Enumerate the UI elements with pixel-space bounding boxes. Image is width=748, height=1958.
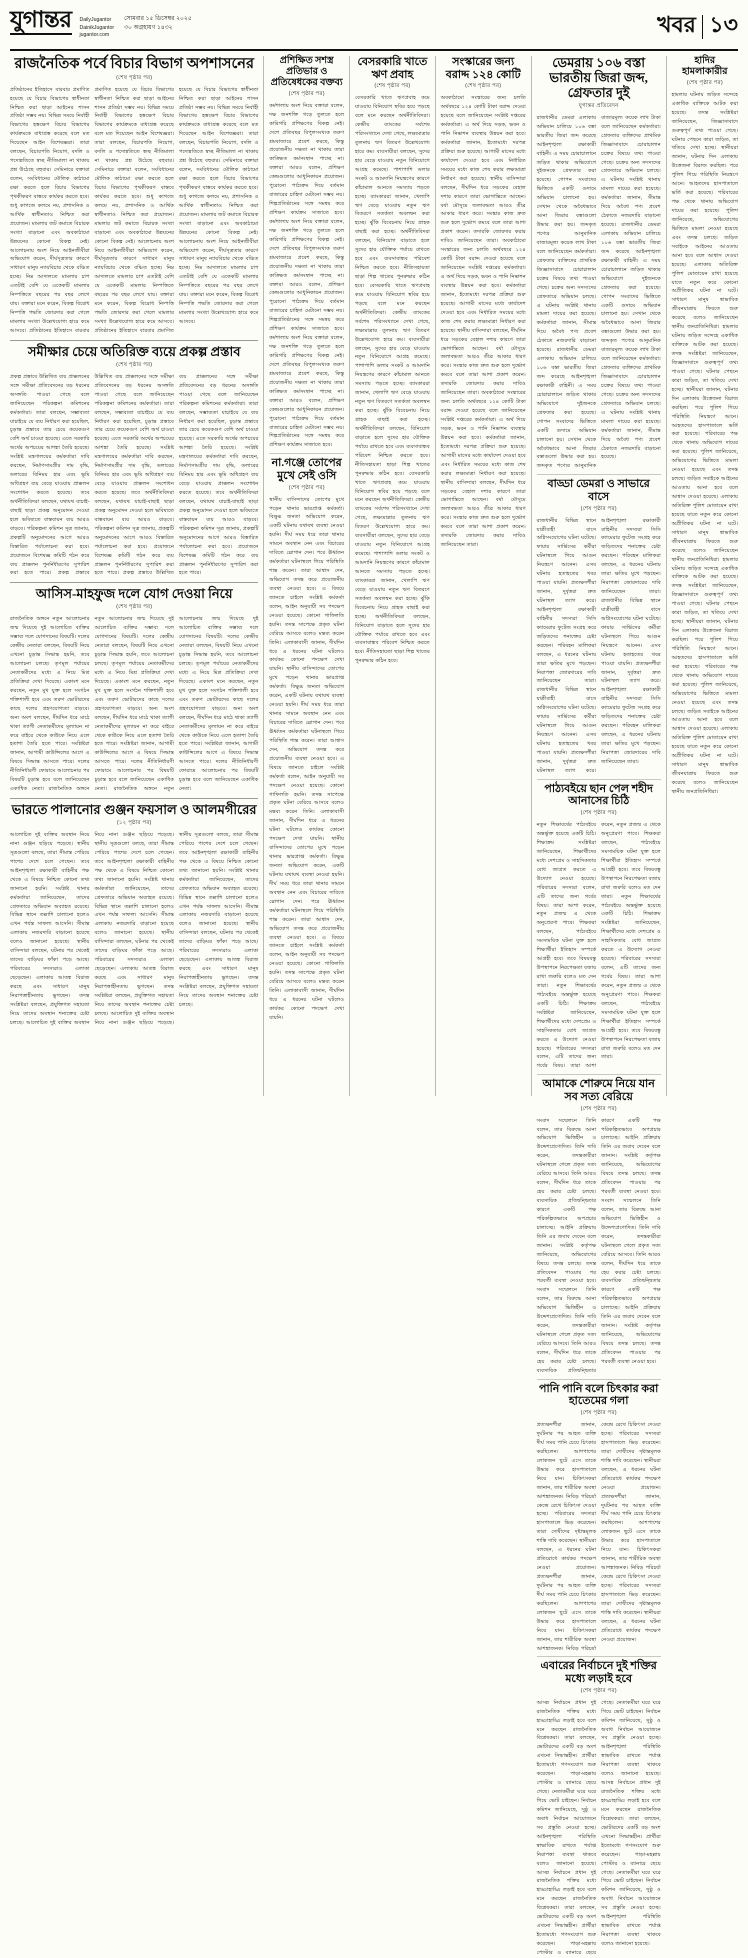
article-byline: যুগান্তর প্রতিবেদন	[578, 102, 619, 109]
logo-underline	[10, 33, 72, 35]
article-headline: আমাকে শোরুমে নিয়ে যান সব সত্য বেরিয়ে	[542, 1078, 655, 1103]
section-title: খবর	[657, 12, 696, 37]
article-a7[interactable]	[441, 56, 526, 550]
article-jump-note: (শেষ পৃষ্ঠার পর)	[374, 83, 411, 90]
article-jump-note: (শেষ পৃষ্ঠার পর)	[116, 74, 153, 81]
section-divider	[537, 1656, 661, 1657]
logo-text: যুগান্তর	[10, 7, 72, 32]
article-a15[interactable]	[672, 56, 738, 797]
newspaper-logo[interactable]	[10, 6, 72, 35]
article-body: প্রতিষ্ঠানের ইতিহাসে বারবার প্রমাণিত হয়েছে যে বিচার বিভাগের স্বাধীনতা নিশ্চিত করা ছাড়া আইনের শাসন প্রতিষ্ঠা সম্ভব নয়। বিভিন্ন সময়ে নির্বাহী বিভাগের হস্তক্ষেপ বিচার বিভাগের কার্যক্রমকে বাধাগ্রস্ত করেছে বলে মত দিয়েছেন আইন বিশেষজ্ঞরা। তারা বলছেন, বিচারপতি নিয়োগ, বদলি ও পদোন্নতিতে স্বচ্ছ নীতিমালা না থাকায় প্রশ্ন উঠেছে বহুবার। সেমিনারে বক্তারা বলেন, সংবিধানের মৌলিক কাঠামো রক্ষা করতে হলে বিচার বিভাগের পৃথকীকরণ বাস্তবে কার্যকর করতে হবে। শুধু কাগজে কলমে নয়, প্রশাসনিক ও আর্থিক স্বাধীনতাও নিশ্চিত করা প্রয়োজন। মামলার জট কমাতে বিচারক সংখ্যা বাড়ানো এবং অবকাঠামো উন্নয়নের কোনো বিকল্প নেই। আলোচনায় অংশ নিয়ে আইনজীবীরা অভিযোগ করেন, দীর্ঘসূত্রতার কারণে সাধারণ মানুষ ন্যায়বিচার থেকে বঞ্চিত হচ্ছে। নিম্ন আদালতে মামলার চাপ এতটাই বেশি যে একেকটি মামলার নিষ্পত্তিতে বছরের পর বছর লেগে যায়। বক্তারা মনে করেন, বিকল্প বিরোধ নিষ্পত্তি পদ্ধতি জোরদার করা গেলে মামলার সংখ্যা উল্লেখযোগ্য হারে কমে আসবে। প্রতিষ্ঠানের ইতিহাসে বারবার প্রমাণিত হয়েছে যে বিচার বিভাগের স্বাধীনতা নিশ্চিত করা ছাড়া আইনের শাসন প্রতিষ্ঠা সম্ভব নয়। বিভিন্ন সময়ে নির্বাহী বিভাগের হস্তক্ষেপ বিচার বিভাগের কার্যক্রমকে বাধাগ্রস্ত করেছে বলে মত দিয়েছেন আইন বিশেষজ্ঞরা। তারা বলছেন, বিচারপতি নিয়োগ, বদলি ও পদোন্নতিতে স্বচ্ছ নীতিমালা না থাকায় প্রশ্ন উঠেছে বহুবার। সেমিনারে বক্তারা বলেন, সংবিধানের মৌলিক কাঠামো রক্ষা করতে হলে বিচার বিভাগের পৃথকীকরণ বাস্তবে কার্যকর করতে হবে। শুধু কাগজে কলমে নয়, প্রশাসনিক ও আর্থিক স্বাধীনতাও নিশ্চিত করা প্রয়োজন। মামলার জট কমাতে বিচারক সংখ্যা বাড়ানো এবং অবকাঠামো উন্নয়নের কোনো বিকল্প নেই। আলোচনায় অংশ নিয়ে আইনজীবীরা অভিযোগ করেন, দীর্ঘসূত্রতার কারণে সাধারণ মানুষ ন্যায়বিচার থেকে বঞ্চিত হচ্ছে। নিম্ন আদালতে মামলার চাপ এতটাই বেশি যে একেকটি মামলার নিষ্পত্তিতে বছরের পর বছর লেগে যায়। বক্তারা মনে করেন, বিকল্প বিরোধ নিষ্পত্তি পদ্ধতি জোরদার করা গেলে মামলার সংখ্যা উল্লেখযোগ্য হারে কমে আসবে। প্রতিষ্ঠানের ইতিহাসে বারবার প্রমাণিত হয়েছে যে বিচার বিভাগের স্বাধীনতা নিশ্চিত করা ছাড়া আইনের শাসন প্রতিষ্ঠা সম্ভব নয়। বিভিন্ন সময়ে নির্বাহী বিভাগের হস্তক্ষেপ বিচার বিভাগের কার্যক্রমকে বাধাগ্রস্ত করেছে বলে মত দিয়েছেন আইন বিশেষজ্ঞরা। তারা বলছেন, বিচারপতি নিয়োগ, বদলি ও পদোন্নতিতে স্বচ্ছ নীতিমালা না থাকায় প্রশ্ন উঠেছে বহুবার। সেমিনারে বক্তারা বলেন, সংবিধানের মৌলিক কাঠামো রক্ষা করতে হলে বিচার বিভাগের পৃথকীকরণ বাস্তবে কার্যকর করতে হবে। শুধু কাগজে কলমে নয়, প্রশাসনিক ও আর্থিক স্বাধীনতাও নিশ্চিত করা প্রয়োজন। মামলার জট কমাতে বিচারক সংখ্যা বাড়ানো এবং অবকাঠামো উন্নয়নের কোনো বিকল্প নেই। আলোচনায় অংশ নিয়ে আইনজীবীরা অভিযোগ করেন, দীর্ঘসূত্রতার কারণে সাধারণ মানুষ ন্যায়বিচার থেকে বঞ্চিত হচ্ছে। নিম্ন আদালতে মামলার চাপ এতটাই বেশি যে একেকটি মামলার নিষ্পত্তিতে বছরের পর বছর লেগে যায়। বক্তারা মনে করেন, বিকল্প বিরোধ নিষ্পত্তি পদ্ধতি জোরদার করা গেলে মামলার সংখ্যা উল্লেখযোগ্য হারে কমে আসবে।	[10, 86, 259, 334]
article-jump-note: (শেষ পৃষ্ঠার পর)	[580, 505, 617, 512]
article-a6[interactable]	[269, 457, 344, 1023]
article-headline: না.গঞ্জে তোপের মুখে সেই ওসি	[271, 457, 342, 482]
article-a11[interactable]	[537, 783, 661, 1072]
column-mid-2	[355, 56, 430, 1096]
article-jump-note: (শেষ পৃষ্ঠার পর)	[580, 1410, 617, 1417]
article-body: নতুন শিক্ষাবর্ষের পাঠ্যবইয়ে অন্তর্ভুক্ত হয়েছে একটি চিঠি। শিক্ষাক্রম সংশ্লিষ্টরা জানিয়েছেন, শিক্ষার্থীদের মধ্যে দেশপ্রেম ও সাহসিকতার বোধ জাগ্রত করতে এ উদ্যোগ নেওয়া হয়েছে। পরিবারের সদস্যরা বলেন, এটি তাদের জন্য গর্বের বিষয়। তারা আশা করেন, নতুন প্রজন্ম এ থেকে অনুপ্রেরণা পাবে। শিক্ষকরা বলছেন, পাঠ্যবইয়ে সমসাময়িক ঘটনা যুক্ত হলে শিক্ষার্থীরা ইতিহাস সম্পর্কে আগ্রহী হবে। তবে বিষয়বস্তু উপস্থাপনে নিরপেক্ষতা বজায় রাখা জরুরি বলেও মত দেন তারা। নতুন শিক্ষাবর্ষের পাঠ্যবইয়ে অন্তর্ভুক্ত হয়েছে একটি চিঠি। শিক্ষাক্রম সংশ্লিষ্টরা জানিয়েছেন, শিক্ষার্থীদের মধ্যে দেশপ্রেম ও সাহসিকতার বোধ জাগ্রত করতে এ উদ্যোগ নেওয়া হয়েছে। পরিবারের সদস্যরা বলেন, এটি তাদের জন্য গর্বের বিষয়। তারা আশা করেন, নতুন প্রজন্ম এ থেকে অনুপ্রেরণা পাবে। শিক্ষকরা বলছেন, পাঠ্যবইয়ে সমসাময়িক ঘটনা যুক্ত হলে শিক্ষার্থীরা ইতিহাস সম্পর্কে আগ্রহী হবে। তবে বিষয়বস্তু উপস্থাপনে নিরপেক্ষতা বজায় রাখা জরুরি বলেও মত দেন তারা। নতুন শিক্ষাবর্ষের পাঠ্যবইয়ে অন্তর্ভুক্ত হয়েছে একটি চিঠি। শিক্ষাক্রম সংশ্লিষ্টরা জানিয়েছেন, শিক্ষার্থীদের মধ্যে দেশপ্রেম ও সাহসিকতার বোধ জাগ্রত করতে এ উদ্যোগ নেওয়া হয়েছে। পরিবারের সদস্যরা বলেন, এটি তাদের জন্য গর্বের বিষয়। তারা আশা করেন, নতুন প্রজন্ম এ থেকে অনুপ্রেরণা পাবে। শিক্ষকরা বলছেন, পাঠ্যবইয়ে সমসাময়িক ঘটনা যুক্ত হলে শিক্ষার্থীরা ইতিহাস সম্পর্কে আগ্রহী হবে। তবে বিষয়বস্তু উপস্থাপনে নিরপেক্ষতা বজায় রাখা জরুরি বলেও মত দেন তারা।	[536, 822, 661, 1070]
article-a12[interactable]	[537, 1078, 661, 1375]
article-headline: সমীক্ষার চেয়ে অতিরিক্ত ব্যয়ে প্রকল্প প্রস্তাব	[27, 343, 241, 359]
page-number: ১৩	[709, 12, 738, 37]
article-a3[interactable]	[10, 587, 258, 794]
date-bengali: ৩০ অগ্রহায়ণ ১৪৩২	[124, 25, 173, 31]
article-headline: পাঠ্যবইয়ে ছান পেল শহীদ আনাসের চিঠি	[544, 782, 653, 808]
article-headline: বেসরকারি খাতে ঋণ প্রবাহ	[357, 56, 428, 81]
article-jump-note: (শেষ পৃষ্ঠার পর)	[465, 83, 502, 90]
column-left	[10, 56, 258, 1096]
article-headline: এবারের নির্বাচনে দুই শক্তির মধ্যে লড়াই হবে	[540, 1660, 657, 1686]
article-headline: আসিস-মাহফুজ দলে যোগ দেওয়া নিয়ে	[35, 586, 233, 602]
article-body: আলোচিত দুই ব্যক্তির অবস্থান নিয়ে নানা গুঞ্জন ছড়িয়ে পড়েছে। স্থানীয় সূত্রগুলো বলছে, তারা সীমান্ত পেরিয়ে পাশের দেশে চলে গেছেন। তবে আইনশৃঙ্খলা রক্ষাকারী বাহিনীর পক্ষ থেকে এ বিষয়ে নিশ্চিত কোনো তথ্য জানানো হয়নি। সংশ্লিষ্ট থানার কর্মকর্তারা জানিয়েছেন, তাদের গ্রেফতারে অভিযান অব্যাহত রয়েছে। বিভিন্ন স্থানে তল্লাশি চালানো হলেও এখন পর্যন্ত সাফল্য আসেনি। সীমান্ত এলাকায় নজরদারি বাড়ানো হয়েছে বলেও জানানো হয়েছে। স্থানীয় বাসিন্দারা বলছেন, ঘটনার পর থেকেই তাদের বাড়িঘর ফাঁকা পড়ে আছে। পরিবারের সদস্যরাও এলাকা ছেড়েছেন। এলাকায় আতঙ্ক বিরাজ করছে এবং সাধারণ মানুষ নিরাপত্তাহীনতায় ভুগছেন। তদন্ত সংশ্লিষ্টরা বলছেন, প্রযুক্তিগত সহায়তা নিয়ে তাদের অবস্থান শনাক্তের চেষ্টা চলছে। আলোচিত দুই ব্যক্তির অবস্থান নিয়ে নানা গুঞ্জন ছড়িয়ে পড়েছে। স্থানীয় সূত্রগুলো বলছে, তারা সীমান্ত পেরিয়ে পাশের দেশে চলে গেছেন। তবে আইনশৃঙ্খলা রক্ষাকারী বাহিনীর পক্ষ থেকে এ বিষয়ে নিশ্চিত কোনো তথ্য জানানো হয়নি। সংশ্লিষ্ট থানার কর্মকর্তারা জানিয়েছেন, তাদের গ্রেফতারে অভিযান অব্যাহত রয়েছে। বিভিন্ন স্থানে তল্লাশি চালানো হলেও এখন পর্যন্ত সাফল্য আসেনি। সীমান্ত এলাকায় নজরদারি বাড়ানো হয়েছে বলেও জানানো হয়েছে। স্থানীয় বাসিন্দারা বলছেন, ঘটনার পর থেকেই তাদের বাড়িঘর ফাঁকা পড়ে আছে। পরিবারের সদস্যরাও এলাকা ছেড়েছেন। এলাকায় আতঙ্ক বিরাজ করছে এবং সাধারণ মানুষ নিরাপত্তাহীনতায় ভুগছেন। তদন্ত সংশ্লিষ্টরা বলছেন, প্রযুক্তিগত সহায়তা নিয়ে তাদের অবস্থান শনাক্তের চেষ্টা চলছে। আলোচিত দুই ব্যক্তির অবস্থান নিয়ে নানা গুঞ্জন ছড়িয়ে পড়েছে। স্থানীয় সূত্রগুলো বলছে, তারা সীমান্ত পেরিয়ে পাশের দেশে চলে গেছেন। তবে আইনশৃঙ্খলা রক্ষাকারী বাহিনীর পক্ষ থেকে এ বিষয়ে নিশ্চিত কোনো তথ্য জানানো হয়নি। সংশ্লিষ্ট থানার কর্মকর্তারা জানিয়েছেন, তাদের গ্রেফতারে অভিযান অব্যাহত রয়েছে। বিভিন্ন স্থানে তল্লাশি চালানো হলেও এখন পর্যন্ত সাফল্য আসেনি। সীমান্ত এলাকায় নজরদারি বাড়ানো হয়েছে বলেও জানানো হয়েছে। স্থানীয় বাসিন্দারা বলছেন, ঘটনার পর থেকেই তাদের বাড়িঘর ফাঁকা পড়ে আছে। পরিবারের সদস্যরাও এলাকা ছেড়েছেন। এলাকায় আতঙ্ক বিরাজ করছে এবং সাধারণ মানুষ নিরাপত্তাহীনতায় ভুগছেন। তদন্ত সংশ্লিষ্টরা বলছেন, প্রযুক্তিগত সহায়তা নিয়ে তাদের অবস্থান শনাক্তের চেষ্টা চলছে।	[10, 832, 259, 1026]
masthead-right	[657, 6, 738, 45]
article-body: প্রকল্প প্রস্তাবে উল্লিখিত ব্যয় প্রাক্কলনের সঙ্গে সমীক্ষা প্রতিবেদনের বড় ধরনের অসঙ্গতি পাওয়া গেছে বলে জানিয়েছেন পরিকল্পনা কমিশনের কর্মকর্তারা। তারা বলছেন, সম্ভাব্যতা যাচাইয়ে যে ব্যয় নির্ধারণ করা হয়েছিল, চূড়ান্ত প্রস্তাবে তার চেয়ে কয়েকগুণ বেশি অর্থ চাওয়া হয়েছে। এতে সরকারি অর্থের অপচয়ের আশঙ্কা তৈরি হয়েছে। সংশ্লিষ্ট মন্ত্রণালয়ের কর্মকর্তারা দাবি করছেন, নির্মাণসামগ্রীর দাম বৃদ্ধি, ডলারের বিনিময় হার এবং ভূমি অধিগ্রহণ ব্যয় বেড়ে যাওয়ায় প্রাক্কলন সংশোধন করতে হয়েছে। তবে অর্থনীতিবিদরা বলছেন, যথাযথ যাচাই-বাছাই ছাড়া প্রকল্প অনুমোদন দেওয়া হলে ভবিষ্যতে বাস্তবায়ন ব্যয় আরও বাড়বে। পরিকল্পনা কমিশন সূত্র জানায়, প্রকল্পটি অনুমোদনের আগে আরও বিস্তারিত পর্যালোচনা করা হবে। প্রয়োজনে বিশেষজ্ঞ কমিটি গঠন করে ব্যয় প্রাক্কলন পুনর্নির্ধারণের সুপারিশ করা হতে পারে। প্রকল্প প্রস্তাবে উল্লিখিত ব্যয় প্রাক্কলনের সঙ্গে সমীক্ষা প্রতিবেদনের বড় ধরনের অসঙ্গতি পাওয়া গেছে বলে জানিয়েছেন পরিকল্পনা কমিশনের কর্মকর্তারা। তারা বলছেন, সম্ভাব্যতা যাচাইয়ে যে ব্যয় নির্ধারণ করা হয়েছিল, চূড়ান্ত প্রস্তাবে তার চেয়ে কয়েকগুণ বেশি অর্থ চাওয়া হয়েছে। এতে সরকারি অর্থের অপচয়ের আশঙ্কা তৈরি হয়েছে। সংশ্লিষ্ট মন্ত্রণালয়ের কর্মকর্তারা দাবি করছেন, নির্মাণসামগ্রীর দাম বৃদ্ধি, ডলারের বিনিময় হার এবং ভূমি অধিগ্রহণ ব্যয় বেড়ে যাওয়ায় প্রাক্কলন সংশোধন করতে হয়েছে। তবে অর্থনীতিবিদরা বলছেন, যথাযথ যাচাই-বাছাই ছাড়া প্রকল্প অনুমোদন দেওয়া হলে ভবিষ্যতে বাস্তবায়ন ব্যয় আরও বাড়বে। পরিকল্পনা কমিশন সূত্র জানায়, প্রকল্পটি অনুমোদনের আগে আরও বিস্তারিত পর্যালোচনা করা হবে। প্রয়োজনে বিশেষজ্ঞ কমিটি গঠন করে ব্যয় প্রাক্কলন পুনর্নির্ধারণের সুপারিশ করা হতে পারে। প্রকল্প প্রস্তাবে উল্লিখিত ব্যয় প্রাক্কলনের সঙ্গে সমীক্ষা প্রতিবেদনের বড় ধরনের অসঙ্গতি পাওয়া গেছে বলে জানিয়েছেন পরিকল্পনা কমিশনের কর্মকর্তারা। তারা বলছেন, সম্ভাব্যতা যাচাইয়ে যে ব্যয় নির্ধারণ করা হয়েছিল, চূড়ান্ত প্রস্তাবে তার চেয়ে কয়েকগুণ বেশি অর্থ চাওয়া হয়েছে। এতে সরকারি অর্থের অপচয়ের আশঙ্কা তৈরি হয়েছে। সংশ্লিষ্ট মন্ত্রণালয়ের কর্মকর্তারা দাবি করছেন, নির্মাণসামগ্রীর দাম বৃদ্ধি, ডলারের বিনিময় হার এবং ভূমি অধিগ্রহণ ব্যয় বেড়ে যাওয়ায় প্রাক্কলন সংশোধন করতে হয়েছে। তবে অর্থনীতিবিদরা বলছেন, যথাযথ যাচাই-বাছাই ছাড়া প্রকল্প অনুমোদন দেওয়া হলে ভবিষ্যতে বাস্তবায়ন ব্যয় আরও বাড়বে। পরিকল্পনা কমিশন সূত্র জানায়, প্রকল্পটি অনুমোদনের আগে আরও বিস্তারিত পর্যালোচনা করা হবে। প্রয়োজনে বিশেষজ্ঞ কমিটি গঠন করে ব্যয় প্রাক্কলন পুনর্নির্ধারণের সুপারিশ করা হতে পারে।	[10, 373, 259, 577]
column-far-right	[672, 56, 738, 1096]
section-divider	[10, 582, 258, 583]
article-body: রাজধানীর বিভিন্ন স্থানে যাত্রীবাহী বাসে অগ্নিসংযোগের ঘটনা ঘটেছে। ফায়ার সার্ভিসের কর্মীরা ঘটনাস্থলে গিয়ে আগুন নিয়ন্ত্রণে আনেন। এসব ঘটনায় হতাহতের খবর পাওয়া যায়নি। প্রত্যক্ষদর্শীরা জানান, দুর্বৃত্তরা দ্রুত ঘটনাস্থল ত্যাগ করে। আইনশৃঙ্খলা রক্ষাকারী বাহিনীর সদস্যরা সিসি ক্যামেরার ফুটেজ সংগ্রহ করে জড়িতদের শনাক্তের চেষ্টা করছেন। পরিবহন মালিকরা বলছেন, এ ধরনের ঘটনায় তারা ক্ষতির মুখে পড়ছেন। নিরাপত্তা জোরদারের দাবি জানিয়েছেন তারা। রাজধানীর বিভিন্ন স্থানে যাত্রীবাহী বাসে অগ্নিসংযোগের ঘটনা ঘটেছে। ফায়ার সার্ভিসের কর্মীরা ঘটনাস্থলে গিয়ে আগুন নিয়ন্ত্রণে আনেন। এসব ঘটনায় হতাহতের খবর পাওয়া যায়নি। প্রত্যক্ষদর্শীরা জানান, দুর্বৃত্তরা দ্রুত ঘটনাস্থল ত্যাগ করে। আইনশৃঙ্খলা রক্ষাকারী বাহিনীর সদস্যরা সিসি ক্যামেরার ফুটেজ সংগ্রহ করে জড়িতদের শনাক্তের চেষ্টা করছেন। পরিবহন মালিকরা বলছেন, এ ধরনের ঘটনায় তারা ক্ষতির মুখে পড়ছেন। নিরাপত্তা জোরদারের দাবি জানিয়েছেন তারা। রাজধানীর বিভিন্ন স্থানে যাত্রীবাহী বাসে অগ্নিসংযোগের ঘটনা ঘটেছে। ফায়ার সার্ভিসের কর্মীরা ঘটনাস্থলে গিয়ে আগুন নিয়ন্ত্রণে আনেন। এসব ঘটনায় হতাহতের খবর পাওয়া যায়নি। প্রত্যক্ষদর্শীরা জানান, দুর্বৃত্তরা দ্রুত ঘটনাস্থল ত্যাগ করে। আইনশৃঙ্খলা রক্ষাকারী বাহিনীর সদস্যরা সিসি ক্যামেরার ফুটেজ সংগ্রহ করে জড়িতদের শনাক্তের চেষ্টা করছেন। পরিবহন মালিকরা বলছেন, এ ধরনের ঘটনায় তারা ক্ষতির মুখে পড়ছেন। নিরাপত্তা জোরদারের দাবি জানিয়েছেন তারা।	[536, 517, 661, 774]
article-headline: ভারতে পালানোর গুঞ্জন ফয়সাল ও আলমগীরের	[11, 802, 257, 818]
article-jump-note: (শেষ পৃষ্ঠার পর)	[288, 90, 325, 97]
article-body: স্থানীয় বাসিন্দাদের তোপের মুখে পড়েন থানার ভারপ্রাপ্ত কর্মকর্তা। বিক্ষুব্ধ জনতা অভিযোগ করেন, একটি ঘটনায় যথাযথ ব্যবস্থা নেওয়া হয়নি। দীর্ঘ সময় ধরে তারা থানার সামনে অবস্থান নেন এবং বিচারের দাবিতে স্লোগান দেন। পরে ঊর্ধ্বতন কর্মকর্তারা ঘটনাস্থলে গিয়ে পরিস্থিতি শান্ত করেন। তারা আশ্বাস দেন, অভিযোগ তদন্ত করে প্রয়োজনীয় ব্যবস্থা নেওয়া হবে। এ বিষয়ে জানতে চাইলে সংশ্লিষ্ট কর্মকর্তা বলেন, আইন অনুযায়ী সব পদক্ষেপ নেওয়া হয়েছে। কোনো গাফিলতি হয়নি। তদন্ত সাপেক্ষে প্রকৃত ঘটনা বেরিয়ে আসবে বলেও মন্তব্য করেন তিনি। এলাকাবাসী জানান, দীর্ঘদিন ধরে এ ধরনের ঘটনা ঘটলেও কার্যকর কোনো পদক্ষেপ দেখা যায়নি। স্থানীয় বাসিন্দাদের তোপের মুখে পড়েন থানার ভারপ্রাপ্ত কর্মকর্তা। বিক্ষুব্ধ জনতা অভিযোগ করেন, একটি ঘটনায় যথাযথ ব্যবস্থা নেওয়া হয়নি। দীর্ঘ সময় ধরে তারা থানার সামনে অবস্থান নেন এবং বিচারের দাবিতে স্লোগান দেন। পরে ঊর্ধ্বতন কর্মকর্তারা ঘটনাস্থলে গিয়ে পরিস্থিতি শান্ত করেন। তারা আশ্বাস দেন, অভিযোগ তদন্ত করে প্রয়োজনীয় ব্যবস্থা নেওয়া হবে। এ বিষয়ে জানতে চাইলে সংশ্লিষ্ট কর্মকর্তা বলেন, আইন অনুযায়ী সব পদক্ষেপ নেওয়া হয়েছে। কোনো গাফিলতি হয়নি। তদন্ত সাপেক্ষে প্রকৃত ঘটনা বেরিয়ে আসবে বলেও মন্তব্য করেন তিনি। এলাকাবাসী জানান, দীর্ঘদিন ধরে এ ধরনের ঘটনা ঘটলেও কার্যকর কোনো পদক্ষেপ দেখা যায়নি। স্থানীয় বাসিন্দাদের তোপের মুখে পড়েন থানার ভারপ্রাপ্ত কর্মকর্তা। বিক্ষুব্ধ জনতা অভিযোগ করেন, একটি ঘটনায় যথাযথ ব্যবস্থা নেওয়া হয়নি। দীর্ঘ সময় ধরে তারা থানার সামনে অবস্থান নেন এবং বিচারের দাবিতে স্লোগান দেন। পরে ঊর্ধ্বতন কর্মকর্তারা ঘটনাস্থলে গিয়ে পরিস্থিতি শান্ত করেন। তারা আশ্বাস দেন, অভিযোগ তদন্ত করে প্রয়োজনীয় ব্যবস্থা নেওয়া হবে। এ বিষয়ে জানতে চাইলে সংশ্লিষ্ট কর্মকর্তা বলেন, আইন অনুযায়ী সব পদক্ষেপ নেওয়া হয়েছে। কোনো গাফিলতি হয়নি। তদন্ত সাপেক্ষে প্রকৃত ঘটনা বেরিয়ে আসবে বলেও মন্তব্য করেন তিনি। এলাকাবাসী জানান, দীর্ঘদিন ধরে এ ধরনের ঘটনা ঘটলেও কার্যকর কোনো পদক্ষেপ দেখা যায়নি।	[269, 496, 345, 1021]
article-headline: পানি পানি বলে চিৎকার করা হাতেমের গলা	[539, 1382, 659, 1408]
column-mid-3	[441, 56, 526, 1096]
article-body: বেসরকারি খাতে ঋণপ্রবাহ কমে যাওয়ায় বিনিয়োগ স্থবির হয়ে পড়ছে বলে মনে করছেন অর্থনীতিবিদরা। কেন্দ্রীয় ব্যাংকের সর্বশেষ পরিসংখ্যানে দেখা গেছে, লক্ষ্যমাত্রার তুলনায় ঋণ বিতরণ উল্লেখযোগ্য হারে কম। ব্যবসায়ীরা বলছেন, সুদের হার বেড়ে যাওয়ায় নতুন বিনিয়োগে আগ্রহ কমেছে। পাশাপাশি ডলার সংকট ও আমদানি নিয়ন্ত্রণের কারণে কাঁচামাল আনতে সমস্যায় পড়তে হচ্ছে। ব্যাংকাররা জানান, খেলাপি ঋণ বেড়ে যাওয়ায় নতুন ঋণ বিতরণে সতর্কতা অবলম্বন করা হচ্ছে। ঝুঁকি বিবেচনায় নিয়ে গ্রাহক বাছাই করা হচ্ছে। অর্থনীতিবিদরা বলছেন, বিনিয়োগ বাড়াতে হলে সুদের হার যৌক্তিক পর্যায়ে রাখতে হবে এবং ব্যবসাবান্ধব পরিবেশ নিশ্চিত করতে হবে। নীতিসহায়তা ছাড়া শিল্প খাতের পুনরুদ্ধার কঠিন হবে। বেসরকারি খাতে ঋণপ্রবাহ কমে যাওয়ায় বিনিয়োগ স্থবির হয়ে পড়ছে বলে মনে করছেন অর্থনীতিবিদরা। কেন্দ্রীয় ব্যাংকের সর্বশেষ পরিসংখ্যানে দেখা গেছে, লক্ষ্যমাত্রার তুলনায় ঋণ বিতরণ উল্লেখযোগ্য হারে কম। ব্যবসায়ীরা বলছেন, সুদের হার বেড়ে যাওয়ায় নতুন বিনিয়োগে আগ্রহ কমেছে। পাশাপাশি ডলার সংকট ও আমদানি নিয়ন্ত্রণের কারণে কাঁচামাল আনতে সমস্যায় পড়তে হচ্ছে। ব্যাংকাররা জানান, খেলাপি ঋণ বেড়ে যাওয়ায় নতুন ঋণ বিতরণে সতর্কতা অবলম্বন করা হচ্ছে। ঝুঁকি বিবেচনায় নিয়ে গ্রাহক বাছাই করা হচ্ছে। অর্থনীতিবিদরা বলছেন, বিনিয়োগ বাড়াতে হলে সুদের হার যৌক্তিক পর্যায়ে রাখতে হবে এবং ব্যবসাবান্ধব পরিবেশ নিশ্চিত করতে হবে। নীতিসহায়তা ছাড়া শিল্প খাতের পুনরুদ্ধার কঠিন হবে। বেসরকারি খাতে ঋণপ্রবাহ কমে যাওয়ায় বিনিয়োগ স্থবির হয়ে পড়ছে বলে মনে করছেন অর্থনীতিবিদরা। কেন্দ্রীয় ব্যাংকের সর্বশেষ পরিসংখ্যানে দেখা গেছে, লক্ষ্যমাত্রার তুলনায় ঋণ বিতরণ উল্লেখযোগ্য হারে কম। ব্যবসায়ীরা বলছেন, সুদের হার বেড়ে যাওয়ায় নতুন বিনিয়োগে আগ্রহ কমেছে। পাশাপাশি ডলার সংকট ও আমদানি নিয়ন্ত্রণের কারণে কাঁচামাল আনতে সমস্যায় পড়তে হচ্ছে। ব্যাংকাররা জানান, খেলাপি ঋণ বেড়ে যাওয়ায় নতুন ঋণ বিতরণে সতর্কতা অবলম্বন করা হচ্ছে। ঝুঁকি বিবেচনায় নিয়ে গ্রাহক বাছাই করা হচ্ছে। অর্থনীতিবিদরা বলছেন, বিনিয়োগ বাড়াতে হলে সুদের হার যৌক্তিক পর্যায়ে রাখতে হবে এবং ব্যবসাবান্ধব পরিবেশ নিশ্চিত করতে হবে। নীতিসহায়তা ছাড়া শিল্প খাতের পুনরুদ্ধার কঠিন হবে।	[354, 95, 430, 665]
column-rule	[531, 56, 532, 1096]
article-headline: হাদির হামলাকারীর	[682, 56, 728, 77]
column-mid-1	[269, 56, 344, 1096]
masthead	[10, 6, 738, 51]
section-divider	[10, 798, 258, 799]
column-right-main	[536, 55, 661, 1956]
masthead-left	[10, 6, 114, 40]
column-rule	[435, 56, 436, 1096]
section-divider	[537, 1074, 661, 1075]
article-jump-note: (শেষ পৃষ্ঠার পর)	[686, 79, 723, 86]
article-a13[interactable]	[537, 1383, 661, 1654]
column-rule	[349, 56, 350, 1096]
website-link[interactable]: jugantor.com	[79, 32, 110, 39]
article-jump-note: (১২ পৃষ্ঠার পর)	[116, 820, 152, 827]
article-jump-note: (শেষ পৃষ্ঠার পর)	[580, 810, 617, 817]
article-body: রাজধানীর ডেমরা এলাকায় অভিযান চালিয়ে ১০৬ বস্তা ভারতীয় জিরা জব্দ করেছে আইনশৃঙ্খলা রক্ষাকারী বাহিনী। এ সময় চোরাচালানে জড়িত থাকার অভিযোগে দুইজনকে গ্রেফতার করা হয়েছে। গোপন সংবাদের ভিত্তিতে একটি গুদামে অভিযান চালানো হয়। সেখান থেকে অবৈধভাবে আনা জিরার বস্তাগুলো উদ্ধার করা হয়। জব্দকৃত পণ্যের আনুমানিক বাজারমূল্য কয়েক লাখ টাকা বলে জানিয়েছেন কর্মকর্তারা। গ্রেফতার ব্যক্তিদের প্রাথমিক জিজ্ঞাসাবাদে চোরাচালান চক্রের বিষয়ে তথ্য পাওয়া গেছে। চক্রের অন্য সদস্যদের গ্রেফতারে অভিযান চলছে। এ ঘটনায় সংশ্লিষ্ট থানায় মামলা দায়ের করা হয়েছে। কর্মকর্তারা জানান, সীমান্ত দিয়ে অবৈধ পণ্য প্রবেশ ঠেকাতে নজরদারি বাড়ানো হয়েছে। রাজধানীর ডেমরা এলাকায় অভিযান চালিয়ে ১০৬ বস্তা ভারতীয় জিরা জব্দ করেছে আইনশৃঙ্খলা রক্ষাকারী বাহিনী। এ সময় চোরাচালানে জড়িত থাকার অভিযোগে দুইজনকে গ্রেফতার করা হয়েছে। গোপন সংবাদের ভিত্তিতে একটি গুদামে অভিযান চালানো হয়। সেখান থেকে অবৈধভাবে আনা জিরার বস্তাগুলো উদ্ধার করা হয়। জব্দকৃত পণ্যের আনুমানিক বাজারমূল্য কয়েক লাখ টাকা বলে জানিয়েছেন কর্মকর্তারা। গ্রেফতার ব্যক্তিদের প্রাথমিক জিজ্ঞাসাবাদে চোরাচালান চক্রের বিষয়ে তথ্য পাওয়া গেছে। চক্রের অন্য সদস্যদের গ্রেফতারে অভিযান চলছে। এ ঘটনায় সংশ্লিষ্ট থানায় মামলা দায়ের করা হয়েছে। কর্মকর্তারা জানান, সীমান্ত দিয়ে অবৈধ পণ্য প্রবেশ ঠেকাতে নজরদারি বাড়ানো হয়েছে। রাজধানীর ডেমরা এলাকায় অভিযান চালিয়ে ১০৬ বস্তা ভারতীয় জিরা জব্দ করেছে আইনশৃঙ্খলা রক্ষাকারী বাহিনী। এ সময় চোরাচালানে জড়িত থাকার অভিযোগে দুইজনকে গ্রেফতার করা হয়েছে। গোপন সংবাদের ভিত্তিতে একটি গুদামে অভিযান চালানো হয়। সেখান থেকে অবৈধভাবে আনা জিরার বস্তাগুলো উদ্ধার করা হয়। জব্দকৃত পণ্যের আনুমানিক বাজারমূল্য কয়েক লাখ টাকা বলে জানিয়েছেন কর্মকর্তারা। গ্রেফতার ব্যক্তিদের প্রাথমিক জিজ্ঞাসাবাদে চোরাচালান চক্রের বিষয়ে তথ্য পাওয়া গেছে। চক্রের অন্য সদস্যদের গ্রেফতারে অভিযান চলছে। এ ঘটনায় সংশ্লিষ্ট থানায় মামলা দায়ের করা হয়েছে। কর্মকর্তারা জানান, সীমান্ত দিয়ে অবৈধ পণ্য প্রবেশ ঠেকাতে নজরদারি বাড়ানো হয়েছে।	[536, 114, 661, 470]
publication-date	[114, 6, 657, 33]
article-body: হামলার ঘটনায় জড়িত সন্দেহে একাধিক ব্যক্তিকে আটক করা হয়েছে। তদন্ত সংশ্লিষ্টরা জানিয়েছেন, জিজ্ঞাসাবাদে গুরুত্বপূর্ণ তথ্য পাওয়া গেছে। ঘটনার পেছনে কারা জড়িত, তা খতিয়ে দেখা হচ্ছে। স্থানীয়রা জানান, ঘটনার দিন এলাকায় উত্তেজনা বিরাজ করছিল। পরে পুলিশ গিয়ে পরিস্থিতি নিয়ন্ত্রণে আনে। আহতদের হাসপাতালে ভর্তি করা হয়েছে। পরিবারের পক্ষ থেকে থানায় অভিযোগ দায়ের করা হয়েছে। পুলিশ জানিয়েছে, অভিযোগের ভিত্তিতে মামলা নেওয়া হয়েছে এবং তদন্ত চলছে। জড়িত সবাইকে আইনের আওতায় আনা হবে বলে আশ্বাস দেওয়া হয়েছে। এলাকায় অতিরিক্ত পুলিশ মোতায়েন রাখা হয়েছে যাতে নতুন করে কোনো অপ্রীতিকর ঘটনা না ঘটে। সাধারণ মানুষ স্বাভাবিক জীবনযাত্রায় ফিরতে শুরু করেছে বলেও জানিয়েছেন স্থানীয় জনপ্রতিনিধিরা। হামলার ঘটনায় জড়িত সন্দেহে একাধিক ব্যক্তিকে আটক করা হয়েছে। তদন্ত সংশ্লিষ্টরা জানিয়েছেন, জিজ্ঞাসাবাদে গুরুত্বপূর্ণ তথ্য পাওয়া গেছে। ঘটনার পেছনে কারা জড়িত, তা খতিয়ে দেখা হচ্ছে। স্থানীয়রা জানান, ঘটনার দিন এলাকায় উত্তেজনা বিরাজ করছিল। পরে পুলিশ গিয়ে পরিস্থিতি নিয়ন্ত্রণে আনে। আহতদের হাসপাতালে ভর্তি করা হয়েছে। পরিবারের পক্ষ থেকে থানায় অভিযোগ দায়ের করা হয়েছে। পুলিশ জানিয়েছে, অভিযোগের ভিত্তিতে মামলা নেওয়া হয়েছে এবং তদন্ত চলছে। জড়িত সবাইকে আইনের আওতায় আনা হবে বলে আশ্বাস দেওয়া হয়েছে। এলাকায় অতিরিক্ত পুলিশ মোতায়েন রাখা হয়েছে যাতে নতুন করে কোনো অপ্রীতিকর ঘটনা না ঘটে। সাধারণ মানুষ স্বাভাবিক জীবনযাত্রায় ফিরতে শুরু করেছে বলেও জানিয়েছেন স্থানীয় জনপ্রতিনিধিরা। হামলার ঘটনায় জড়িত সন্দেহে একাধিক ব্যক্তিকে আটক করা হয়েছে। তদন্ত সংশ্লিষ্টরা জানিয়েছেন, জিজ্ঞাসাবাদে গুরুত্বপূর্ণ তথ্য পাওয়া গেছে। ঘটনার পেছনে কারা জড়িত, তা খতিয়ে দেখা হচ্ছে। স্থানীয়রা জানান, ঘটনার দিন এলাকায় উত্তেজনা বিরাজ করছিল। পরে পুলিশ গিয়ে পরিস্থিতি নিয়ন্ত্রণে আনে। আহতদের হাসপাতালে ভর্তি করা হয়েছে। পরিবারের পক্ষ থেকে থানায় অভিযোগ দায়ের করা হয়েছে। পুলিশ জানিয়েছে, অভিযোগের ভিত্তিতে মামলা নেওয়া হয়েছে এবং তদন্ত চলছে। জড়িত সবাইকে আইনের আওতায় আনা হবে বলে আশ্বাস দেওয়া হয়েছে। এলাকায় অতিরিক্ত পুলিশ মোতায়েন রাখা হয়েছে যাতে নতুন করে কোনো অপ্রীতিকর ঘটনা না ঘটে। সাধারণ মানুষ স্বাভাবিক জীবনযাত্রায় ফিরতে শুরু করেছে বলেও জানিয়েছেন স্থানীয় জনপ্রতিনিধিরা।	[671, 91, 738, 795]
article-headline: ডেমরায় ১০৬ বস্তা ভারতীয় জিরা জব্দ, গ্রেফতার দুই	[549, 55, 648, 100]
section-divider	[269, 453, 344, 454]
section-divider	[537, 1379, 661, 1380]
section-divider	[10, 340, 258, 341]
article-a9[interactable]	[537, 56, 661, 471]
section-divider	[537, 474, 661, 475]
article-jump-note: (শেষ পৃষ্ঠার পর)	[288, 484, 325, 491]
column-rule	[666, 56, 667, 1096]
divider	[702, 15, 704, 39]
article-a2[interactable]	[10, 345, 258, 579]
article-a1[interactable]	[10, 56, 258, 336]
article-body: রাজনৈতিক অঙ্গনে নতুন আলোচনার জন্ম দিয়েছে দুই আলোচিত ব্যক্তির সম্ভাব্য দলে যোগদানের বিষয়টি। দলের কেন্দ্রীয় নেতারা বলছেন, বিষয়টি নিয়ে এখনো চূড়ান্ত সিদ্ধান্ত হয়নি, তবে আলোচনা চলছে। তৃণমূল পর্যায়ের নেতাকর্মীদের মধ্যে এ নিয়ে মিশ্র প্রতিক্রিয়া দেখা দিয়েছে। একাংশ মনে করছেন, নতুন মুখ যুক্ত হলে সংগঠন শক্তিশালী হবে এবং তরুণ ভোটারদের কাছে দলের গ্রহণযোগ্যতা বাড়বে। অন্য অংশ বলছেন, দীর্ঘদিন ধরে মাঠে থাকা ত্যাগী নেতাকর্মীদের মূল্যায়ন না করে বাইরে থেকে কাউকে নিয়ে এলে হতাশা তৈরি হতে পারে। সংশ্লিষ্টরা জানান, আগামী কাউন্সিলের আগে এ বিষয়ে সিদ্ধান্ত আসতে পারে। দলের নীতিনির্ধারণী ফোরামে আলোচনার পর বিষয়টি চূড়ান্ত হবে বলে জানিয়েছেন একাধিক নেতা। রাজনৈতিক অঙ্গনে নতুন আলোচনার জন্ম দিয়েছে দুই আলোচিত ব্যক্তির সম্ভাব্য দলে যোগদানের বিষয়টি। দলের কেন্দ্রীয় নেতারা বলছেন, বিষয়টি নিয়ে এখনো চূড়ান্ত সিদ্ধান্ত হয়নি, তবে আলোচনা চলছে। তৃণমূল পর্যায়ের নেতাকর্মীদের মধ্যে এ নিয়ে মিশ্র প্রতিক্রিয়া দেখা দিয়েছে। একাংশ মনে করছেন, নতুন মুখ যুক্ত হলে সংগঠন শক্তিশালী হবে এবং তরুণ ভোটারদের কাছে দলের গ্রহণযোগ্যতা বাড়বে। অন্য অংশ বলছেন, দীর্ঘদিন ধরে মাঠে থাকা ত্যাগী নেতাকর্মীদের মূল্যায়ন না করে বাইরে থেকে কাউকে নিয়ে এলে হতাশা তৈরি হতে পারে। সংশ্লিষ্টরা জানান, আগামী কাউন্সিলের আগে এ বিষয়ে সিদ্ধান্ত আসতে পারে। দলের নীতিনির্ধারণী ফোরামে আলোচনার পর বিষয়টি চূড়ান্ত হবে বলে জানিয়েছেন একাধিক নেতা। রাজনৈতিক অঙ্গনে নতুন আলোচনার জন্ম দিয়েছে দুই আলোচিত ব্যক্তির সম্ভাব্য দলে যোগদানের বিষয়টি। দলের কেন্দ্রীয় নেতারা বলছেন, বিষয়টি নিয়ে এখনো চূড়ান্ত সিদ্ধান্ত হয়নি, তবে আলোচনা চলছে। তৃণমূল পর্যায়ের নেতাকর্মীদের মধ্যে এ নিয়ে মিশ্র প্রতিক্রিয়া দেখা দিয়েছে। একাংশ মনে করছেন, নতুন মুখ যুক্ত হলে সংগঠন শক্তিশালী হবে এবং তরুণ ভোটারদের কাছে দলের গ্রহণযোগ্যতা বাড়বে। অন্য অংশ বলছেন, দীর্ঘদিন ধরে মাঠে থাকা ত্যাগী নেতাকর্মীদের মূল্যায়ন না করে বাইরে থেকে কাউকে নিয়ে এলে হতাশা তৈরি হতে পারে। সংশ্লিষ্টরা জানান, আগামী কাউন্সিলের আগে এ বিষয়ে সিদ্ধান্ত আসতে পারে। দলের নীতিনির্ধারণী ফোরামে আলোচনার পর বিষয়টি চূড়ান্ত হবে বলে জানিয়েছেন একাধিক নেতা।	[10, 616, 259, 793]
article-jump-note: (শেষ পৃষ্ঠার পর)	[580, 1687, 617, 1694]
facebook-link[interactable]: DailyJugantor	[79, 17, 112, 23]
article-headline: প্রশিক্ষিত সশস্ত্র প্রতিভার ও প্রতিষেধকের বক্তব্য	[270, 56, 343, 88]
article-headline: বাড্ডা ডেমরা ও সাভারে বাসে	[547, 478, 650, 503]
article-body: অবকাঠামো সংস্কারের জন্য চলতি অর্থবছরে ১২৪ কোটি টাকা বরাদ্দ দেওয়া হয়েছে বলে জানিয়েছেন সংশ্লিষ্ট দপ্তরের কর্মকর্তারা। এ অর্থ দিয়ে সড়ক, ভবন ও পানি নিষ্কাশন ব্যবস্থার উন্নয়ন করা হবে। কর্মকর্তারা জানান, ইতোমধ্যে দরপত্র প্রক্রিয়া শুরু হয়েছে। আগামী মাসের মধ্যে কার্যাদেশ দেওয়া হবে এবং নির্ধারিত সময়ের মধ্যে কাজ শেষ করার লক্ষ্যমাত্রা নির্ধারণ করা হয়েছে। স্থানীয় বাসিন্দারা বলছেন, দীর্ঘদিন ধরে সড়কের বেহাল দশার কারণে তারা ভোগান্তিতে আছেন। বর্ষা মৌসুমে জলাবদ্ধতা আরও তীব্র আকার ধারণ করে। সংস্কার কাজ দ্রুত শুরু হলে দুর্ভোগ কমবে বলে তারা আশা প্রকাশ করেন। তদারকি জোরদার করার দাবিও জানিয়েছেন তারা। অবকাঠামো সংস্কারের জন্য চলতি অর্থবছরে ১২৪ কোটি টাকা বরাদ্দ দেওয়া হয়েছে বলে জানিয়েছেন সংশ্লিষ্ট দপ্তরের কর্মকর্তারা। এ অর্থ দিয়ে সড়ক, ভবন ও পানি নিষ্কাশন ব্যবস্থার উন্নয়ন করা হবে। কর্মকর্তারা জানান, ইতোমধ্যে দরপত্র প্রক্রিয়া শুরু হয়েছে। আগামী মাসের মধ্যে কার্যাদেশ দেওয়া হবে এবং নির্ধারিত সময়ের মধ্যে কাজ শেষ করার লক্ষ্যমাত্রা নির্ধারণ করা হয়েছে। স্থানীয় বাসিন্দারা বলছেন, দীর্ঘদিন ধরে সড়কের বেহাল দশার কারণে তারা ভোগান্তিতে আছেন। বর্ষা মৌসুমে জলাবদ্ধতা আরও তীব্র আকার ধারণ করে। সংস্কার কাজ দ্রুত শুরু হলে দুর্ভোগ কমবে বলে তারা আশা প্রকাশ করেন। তদারকি জোরদার করার দাবিও জানিয়েছেন তারা। অবকাঠামো সংস্কারের জন্য চলতি অর্থবছরে ১২৪ কোটি টাকা বরাদ্দ দেওয়া হয়েছে বলে জানিয়েছেন সংশ্লিষ্ট দপ্তরের কর্মকর্তারা। এ অর্থ দিয়ে সড়ক, ভবন ও পানি নিষ্কাশন ব্যবস্থার উন্নয়ন করা হবে। কর্মকর্তারা জানান, ইতোমধ্যে দরপত্র প্রক্রিয়া শুরু হয়েছে। আগামী মাসের মধ্যে কার্যাদেশ দেওয়া হবে এবং নির্ধারিত সময়ের মধ্যে কাজ শেষ করার লক্ষ্যমাত্রা নির্ধারণ করা হয়েছে। স্থানীয় বাসিন্দারা বলছেন, দীর্ঘদিন ধরে সড়কের বেহাল দশার কারণে তারা ভোগান্তিতে আছেন। বর্ষা মৌসুমে জলাবদ্ধতা আরও তীব্র আকার ধারণ করে। সংস্কার কাজ দ্রুত শুরু হলে দুর্ভোগ কমবে বলে তারা আশা প্রকাশ করেন। তদারকি জোরদার করার দাবিও জানিয়েছেন তারা।	[440, 95, 526, 549]
article-headline: রাজনৈতিক পর্বে বিচার বিভাগ অপশাসনের	[14, 56, 254, 72]
article-body: কর্মশালায় অংশ নিয়ে বক্তারা বলেন, দক্ষ জনশক্তি গড়ে তুলতে হলে কারিগরি প্রশিক্ষণের বিকল্প নেই। দেশে প্রতিবছর বিপুলসংখ্যক তরুণ শ্রমবাজারে প্রবেশ করছে, কিন্তু প্রয়োজনীয় দক্ষতা না থাকায় তারা কাঙ্ক্ষিত কর্মসংস্থান পাচ্ছে না। বক্তারা আরও বলেন, প্রশিক্ষণ কেন্দ্রগুলোর আধুনিকায়ন প্রয়োজন। পুরোনো পাঠ্যক্রম দিয়ে বর্তমান বাজারের চাহিদা মেটানো সম্ভব নয়। শিল্পপ্রতিষ্ঠানের সঙ্গে সমন্বয় করে প্রশিক্ষণ কার্যক্রম সাজাতে হবে। কর্মশালায় অংশ নিয়ে বক্তারা বলেন, দক্ষ জনশক্তি গড়ে তুলতে হলে কারিগরি প্রশিক্ষণের বিকল্প নেই। দেশে প্রতিবছর বিপুলসংখ্যক তরুণ শ্রমবাজারে প্রবেশ করছে, কিন্তু প্রয়োজনীয় দক্ষতা না থাকায় তারা কাঙ্ক্ষিত কর্মসংস্থান পাচ্ছে না। বক্তারা আরও বলেন, প্রশিক্ষণ কেন্দ্রগুলোর আধুনিকায়ন প্রয়োজন। পুরোনো পাঠ্যক্রম দিয়ে বর্তমান বাজারের চাহিদা মেটানো সম্ভব নয়। শিল্পপ্রতিষ্ঠানের সঙ্গে সমন্বয় করে প্রশিক্ষণ কার্যক্রম সাজাতে হবে। কর্মশালায় অংশ নিয়ে বক্তারা বলেন, দক্ষ জনশক্তি গড়ে তুলতে হলে কারিগরি প্রশিক্ষণের বিকল্প নেই। দেশে প্রতিবছর বিপুলসংখ্যক তরুণ শ্রমবাজারে প্রবেশ করছে, কিন্তু প্রয়োজনীয় দক্ষতা না থাকায় তারা কাঙ্ক্ষিত কর্মসংস্থান পাচ্ছে না। বক্তারা আরও বলেন, প্রশিক্ষণ কেন্দ্রগুলোর আধুনিকায়ন প্রয়োজন। পুরোনো পাঠ্যক্রম দিয়ে বর্তমান বাজারের চাহিদা মেটানো সম্ভব নয়। শিল্পপ্রতিষ্ঠানের সঙ্গে সমন্বয় করে প্রশিক্ষণ কার্যক্রম সাজাতে হবে।	[269, 102, 345, 449]
twitter-link[interactable]: DainikJugantor	[79, 24, 115, 31]
section-divider	[537, 779, 661, 780]
column-rule	[263, 56, 264, 1096]
page-content	[10, 55, 738, 1956]
social-links	[80, 6, 115, 40]
date-gregorian: সোমবার ১৫ ডিসেম্বর ২০২৫	[124, 16, 192, 22]
article-headline: সংস্কারের জন্য বরাদ্দ ১২৪ কোটি	[445, 56, 521, 81]
article-a14[interactable]	[537, 1660, 661, 1957]
article-body: সংবাদ সম্মেলনে তিনি বলেন, তার বিরুদ্ধে আনা অভিযোগ ভিত্তিহীন ও উদ্দেশ্যপ্রণোদিত। তিনি দাবি করেন, তদন্তকারীরা ঘটনাস্থলে গেলে প্রকৃত সত্য বেরিয়ে আসবে। তিনি আরও বলেন, দীর্ঘদিন ধরে তাকে হেয় করার চেষ্টা চলছে। ব্যবসায়িক প্রতিদ্বন্দ্বিতার কারণে একটি পক্ষ পরিকল্পিতভাবে অপপ্রচার চালাচ্ছে। আইনি প্রক্রিয়ায় তিনি এর জবাব দেবেন বলে জানান। সংশ্লিষ্ট কর্তৃপক্ষ জানিয়েছে, অভিযোগের বিষয়ে তদন্ত চলছে। তদন্ত প্রতিবেদন পাওয়ার পর পরবর্তী ব্যবস্থা নেওয়া হবে। সংবাদ সম্মেলনে তিনি বলেন, তার বিরুদ্ধে আনা অভিযোগ ভিত্তিহীন ও উদ্দেশ্যপ্রণোদিত। তিনি দাবি করেন, তদন্তকারীরা ঘটনাস্থলে গেলে প্রকৃত সত্য বেরিয়ে আসবে। তিনি আরও বলেন, দীর্ঘদিন ধরে তাকে হেয় করার চেষ্টা চলছে। ব্যবসায়িক প্রতিদ্বন্দ্বিতার কারণে একটি পক্ষ পরিকল্পিতভাবে অপপ্রচার চালাচ্ছে। আইনি প্রক্রিয়ায় তিনি এর জবাব দেবেন বলে জানান। সংশ্লিষ্ট কর্তৃপক্ষ জানিয়েছে, অভিযোগের বিষয়ে তদন্ত চলছে। তদন্ত প্রতিবেদন পাওয়ার পর পরবর্তী ব্যবস্থা নেওয়া হবে। সংবাদ সম্মেলনে তিনি বলেন, তার বিরুদ্ধে আনা অভিযোগ ভিত্তিহীন ও উদ্দেশ্যপ্রণোদিত। তিনি দাবি করেন, তদন্তকারীরা ঘটনাস্থলে গেলে প্রকৃত সত্য বেরিয়ে আসবে। তিনি আরও বলেন, দীর্ঘদিন ধরে তাকে হেয় করার চেষ্টা চলছে। ব্যবসায়িক প্রতিদ্বন্দ্বিতার কারণে একটি পক্ষ পরিকল্পিতভাবে অপপ্রচার চালাচ্ছে। আইনি প্রক্রিয়ায় তিনি এর জবাব দেবেন বলে জানান। সংশ্লিষ্ট কর্তৃপক্ষ জানিয়েছে, অভিযোগের বিষয়ে তদন্ত চলছে। তদন্ত প্রতিবেদন পাওয়ার পর পরবর্তী ব্যবস্থা নেওয়া হবে।	[536, 1117, 661, 1374]
article-a10[interactable]	[537, 478, 661, 775]
article-jump-note: (শেষ পৃষ্ঠার পর)	[116, 604, 153, 611]
article-a4[interactable]	[10, 803, 258, 1028]
article-a8[interactable]	[355, 56, 430, 666]
article-body: প্রত্যক্ষদর্শীরা জানান, দুর্ঘটনার পর আহত ব্যক্তি দীর্ঘ সময় পানি চেয়ে চিৎকার করছিলেন। আশপাশের লোকজন ছুটে এসে তাকে উদ্ধার করে হাসপাতালে নিয়ে যান। চিকিৎসকরা জানান, তার শারীরিক অবস্থা আশঙ্কাজনক। নিবিড় পরিচর্যা কেন্দ্রে রেখে চিকিৎসা দেওয়া হচ্ছে। পরিবারের সদস্যরা হাসপাতালে ভিড় করেছেন। তারা দোষীদের দৃষ্টান্তমূলক শাস্তি দাবি করেছেন। স্থানীয়রা বলছেন, এ ধরনের ঘটনা প্রতিরোধে কার্যকর পদক্ষেপ নেওয়া প্রয়োজন। প্রত্যক্ষদর্শীরা জানান, দুর্ঘটনার পর আহত ব্যক্তি দীর্ঘ সময় পানি চেয়ে চিৎকার করছিলেন। আশপাশের লোকজন ছুটে এসে তাকে উদ্ধার করে হাসপাতালে নিয়ে যান। চিকিৎসকরা জানান, তার শারীরিক অবস্থা আশঙ্কাজনক। নিবিড় পরিচর্যা কেন্দ্রে রেখে চিকিৎসা দেওয়া হচ্ছে। পরিবারের সদস্যরা হাসপাতালে ভিড় করেছেন। তারা দোষীদের দৃষ্টান্তমূলক শাস্তি দাবি করেছেন। স্থানীয়রা বলছেন, এ ধরনের ঘটনা প্রতিরোধে কার্যকর পদক্ষেপ নেওয়া প্রয়োজন। প্রত্যক্ষদর্শীরা জানান, দুর্ঘটনার পর আহত ব্যক্তি দীর্ঘ সময় পানি চেয়ে চিৎকার করছিলেন। আশপাশের লোকজন ছুটে এসে তাকে উদ্ধার করে হাসপাতালে নিয়ে যান। চিকিৎসকরা জানান, তার শারীরিক অবস্থা আশঙ্কাজনক। নিবিড় পরিচর্যা কেন্দ্রে রেখে চিকিৎসা দেওয়া হচ্ছে। পরিবারের সদস্যরা হাসপাতালে ভিড় করেছেন। তারা দোষীদের দৃষ্টান্তমূলক শাস্তি দাবি করেছেন। স্থানীয়রা বলছেন, এ ধরনের ঘটনা প্রতিরোধে কার্যকর পদক্ষেপ নেওয়া প্রয়োজন।	[536, 1422, 661, 1652]
article-jump-note: (শেষ পৃষ্ঠার পর)	[580, 1105, 617, 1112]
article-body: আসন্ন নির্বাচনে প্রধান দুই রাজনৈতিক শক্তির মধ্যে হাড্ডাহাড্ডি লড়াই হবে বলে মনে করছেন রাজনৈতিক বিশ্লেষকরা। তারা বলছেন, ভোটারদের একটি বড় অংশ এখনো সিদ্ধান্তহীন। প্রার্থীরা ইতোমধ্যে গণসংযোগ শুরু করেছেন। পাড়া-মহল্লায় পোস্টার ও ব্যানারে ছেয়ে গেছে। নেতাকর্মীরা ঘরে ঘরে গিয়ে ভোট চাইছেন। নির্বাচন কমিশন জানিয়েছে, সুষ্ঠু ও অবাধ নির্বাচন আয়োজনে সব প্রস্তুতি নেওয়া হচ্ছে। আইনশৃঙ্খলা পরিস্থিতি স্বাভাবিক রাখতে পর্যাপ্ত নিরাপত্তা ব্যবস্থা থাকবে বলেও জানানো হয়েছে। আসন্ন নির্বাচনে প্রধান দুই রাজনৈতিক শক্তির মধ্যে হাড্ডাহাড্ডি লড়াই হবে বলে মনে করছেন রাজনৈতিক বিশ্লেষকরা। তারা বলছেন, ভোটারদের একটি বড় অংশ এখনো সিদ্ধান্তহীন। প্রার্থীরা ইতোমধ্যে গণসংযোগ শুরু করেছেন। পাড়া-মহল্লায় পোস্টার ও ব্যানারে ছেয়ে গেছে। নেতাকর্মীরা ঘরে ঘরে গিয়ে ভোট চাইছেন। নির্বাচন কমিশন জানিয়েছে, সুষ্ঠু ও অবাধ নির্বাচন আয়োজনে সব প্রস্তুতি নেওয়া হচ্ছে। আইনশৃঙ্খলা পরিস্থিতি স্বাভাবিক রাখতে পর্যাপ্ত নিরাপত্তা ব্যবস্থা থাকবে বলেও জানানো হয়েছে। আসন্ন নির্বাচনে প্রধান দুই রাজনৈতিক শক্তির মধ্যে হাড্ডাহাড্ডি লড়াই হবে বলে মনে করছেন রাজনৈতিক বিশ্লেষকরা। তারা বলছেন, ভোটারদের একটি বড় অংশ এখনো সিদ্ধান্তহীন। প্রার্থীরা ইতোমধ্যে গণসংযোগ শুরু করেছেন। পাড়া-মহল্লায় পোস্টার ও ব্যানারে ছেয়ে গেছে। নেতাকর্মীরা ঘরে ঘরে গিয়ে ভোট চাইছেন। নির্বাচন কমিশন জানিয়েছে, সুষ্ঠু ও অবাধ নির্বাচন আয়োজনে সব প্রস্তুতি নেওয়া হচ্ছে। আইনশৃঙ্খলা পরিস্থিতি স্বাভাবিক রাখতে পর্যাপ্ত নিরাপত্তা ব্যবস্থা থাকবে বলেও জানানো হয়েছে।	[536, 1699, 661, 1956]
article-a5[interactable]	[269, 56, 344, 450]
article-jump-note: (শেষ পৃষ্ঠার পর)	[116, 361, 153, 368]
